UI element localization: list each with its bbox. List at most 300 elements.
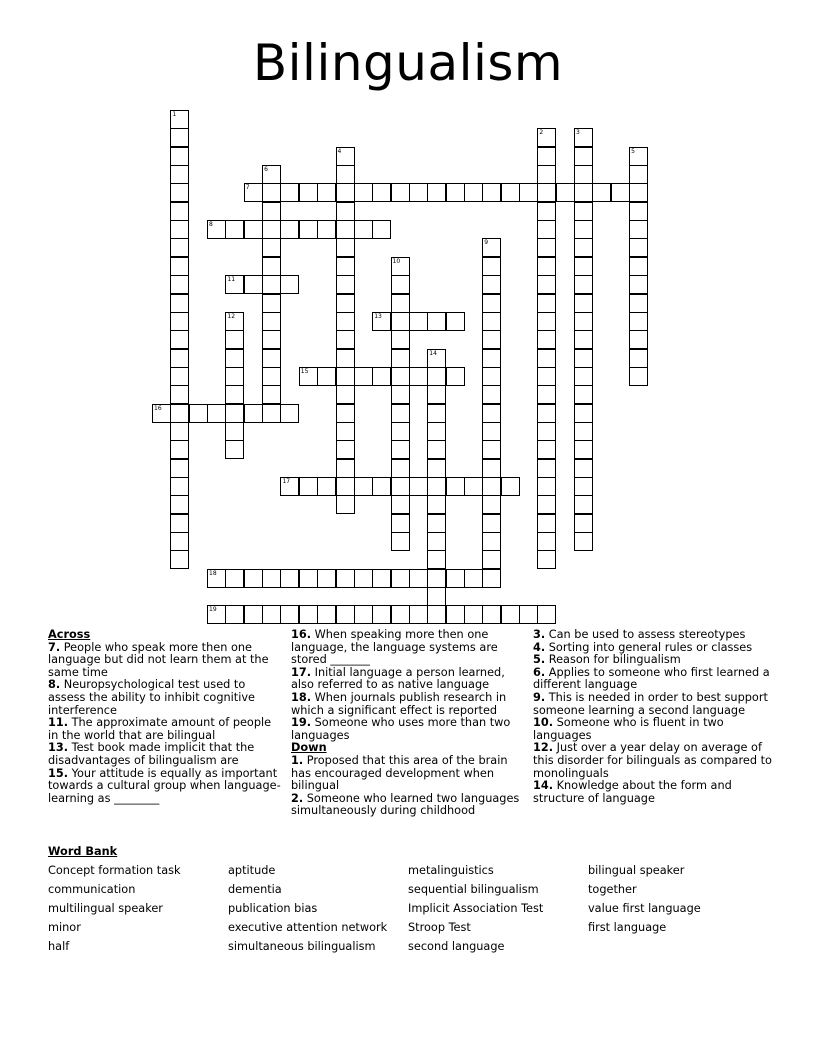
grid-cell[interactable] <box>391 367 410 386</box>
grid-cell[interactable] <box>244 605 263 624</box>
grid-cell[interactable] <box>629 202 648 221</box>
grid-cell[interactable] <box>482 367 501 386</box>
grid-cell[interactable] <box>225 275 244 294</box>
grid-cell[interactable] <box>464 605 483 624</box>
grid-cell[interactable] <box>427 367 446 386</box>
grid-cell[interactable] <box>537 147 556 166</box>
grid-cell[interactable] <box>336 294 355 313</box>
grid-clue-number: 2 <box>539 129 544 137</box>
down-clue: 2. Someone who learned two languages simultaneously during childhood <box>291 791 520 818</box>
grid-cell[interactable] <box>537 605 556 624</box>
grid-cell[interactable] <box>372 569 391 588</box>
grid-cell[interactable] <box>501 183 520 202</box>
grid-cell[interactable] <box>170 257 189 276</box>
grid-cell[interactable] <box>170 275 189 294</box>
grid-cell[interactable] <box>629 238 648 257</box>
grid-cell[interactable] <box>391 312 410 331</box>
grid-cell[interactable] <box>482 459 501 478</box>
grid-cell[interactable] <box>262 183 281 202</box>
grid-cell[interactable] <box>482 275 501 294</box>
word-bank-item: multilingual speaker <box>48 902 163 915</box>
grid-cell[interactable] <box>482 422 501 441</box>
grid-cell[interactable] <box>354 367 373 386</box>
grid-cell[interactable] <box>537 312 556 331</box>
grid-cell[interactable] <box>574 514 593 533</box>
grid-cell[interactable] <box>574 495 593 514</box>
grid-cell[interactable] <box>409 569 428 588</box>
grid-cell[interactable] <box>391 275 410 294</box>
grid-cell[interactable] <box>629 275 648 294</box>
word-bank-item: communication <box>48 883 136 896</box>
grid-cell[interactable] <box>170 532 189 551</box>
grid-cell[interactable] <box>170 128 189 147</box>
grid-cell[interactable] <box>391 459 410 478</box>
grid-cell[interactable] <box>299 220 318 239</box>
grid-cell[interactable] <box>280 183 299 202</box>
grid-cell[interactable] <box>336 477 355 496</box>
grid-cell[interactable] <box>170 330 189 349</box>
grid-cell[interactable] <box>170 404 189 423</box>
grid-cell[interactable] <box>574 257 593 276</box>
grid-cell[interactable] <box>280 220 299 239</box>
grid-cell[interactable] <box>336 459 355 478</box>
grid-cell[interactable] <box>170 440 189 459</box>
grid-cell[interactable] <box>519 605 538 624</box>
grid-cell[interactable] <box>464 183 483 202</box>
grid-cell[interactable] <box>391 514 410 533</box>
grid-cell[interactable] <box>537 367 556 386</box>
grid-cell[interactable] <box>299 367 318 386</box>
grid-cell[interactable] <box>354 605 373 624</box>
grid-cell[interactable] <box>152 404 171 423</box>
grid-cell[interactable] <box>427 459 446 478</box>
grid-cell[interactable] <box>427 385 446 404</box>
grid-cell[interactable] <box>391 532 410 551</box>
grid-cell[interactable] <box>482 330 501 349</box>
grid-cell[interactable] <box>537 404 556 423</box>
grid-cell[interactable] <box>262 569 281 588</box>
grid-cell[interactable] <box>336 257 355 276</box>
grid-cell[interactable] <box>537 550 556 569</box>
grid-cell[interactable] <box>207 569 226 588</box>
word-bank-heading: Word Bank <box>48 845 118 858</box>
grid-cell[interactable] <box>391 605 410 624</box>
grid-cell[interactable] <box>336 495 355 514</box>
grid-cell[interactable] <box>537 349 556 368</box>
grid-cell[interactable] <box>409 183 428 202</box>
word-bank-item: bilingual speaker <box>588 864 685 877</box>
down-heading: Down <box>291 741 327 755</box>
grid-cell[interactable] <box>262 312 281 331</box>
grid-cell[interactable] <box>170 202 189 221</box>
grid-cell[interactable] <box>629 147 648 166</box>
grid-cell[interactable] <box>391 440 410 459</box>
grid-cell[interactable] <box>629 312 648 331</box>
grid-cell[interactable] <box>482 569 501 588</box>
grid-cell[interactable] <box>446 605 465 624</box>
grid-cell[interactable] <box>299 605 318 624</box>
grid-cell[interactable] <box>629 330 648 349</box>
grid-cell[interactable] <box>317 367 336 386</box>
grid-cell[interactable] <box>501 605 520 624</box>
grid-cell[interactable] <box>207 605 226 624</box>
grid-cell[interactable] <box>629 165 648 184</box>
grid-cell[interactable] <box>537 220 556 239</box>
down-clue: 6. Applies to someone who first learned a different language <box>533 665 770 692</box>
grid-cell[interactable] <box>225 349 244 368</box>
grid-cell[interactable] <box>537 532 556 551</box>
grid-cell[interactable] <box>427 349 446 368</box>
grid-cell[interactable] <box>482 495 501 514</box>
grid-cell[interactable] <box>629 294 648 313</box>
grid-cell[interactable] <box>574 294 593 313</box>
grid-cell[interactable] <box>336 569 355 588</box>
grid-cell[interactable] <box>336 238 355 257</box>
grid-cell[interactable] <box>482 532 501 551</box>
grid-cell[interactable] <box>409 312 428 331</box>
grid-cell[interactable] <box>225 440 244 459</box>
grid-cell[interactable] <box>427 404 446 423</box>
grid-cell[interactable] <box>336 165 355 184</box>
grid-cell[interactable] <box>262 385 281 404</box>
grid-cell[interactable] <box>317 605 336 624</box>
grid-cell[interactable] <box>391 569 410 588</box>
grid-cell[interactable] <box>336 202 355 221</box>
grid-cell[interactable] <box>446 183 465 202</box>
grid-cell[interactable] <box>244 275 263 294</box>
grid-cell[interactable] <box>280 404 299 423</box>
grid-cell[interactable] <box>409 477 428 496</box>
grid-cell[interactable] <box>574 349 593 368</box>
puzzle-title: Bilingualism <box>252 34 564 92</box>
grid-cell[interactable] <box>244 220 263 239</box>
grid-cell[interactable] <box>537 238 556 257</box>
grid-cell[interactable] <box>262 349 281 368</box>
grid-cell[interactable] <box>372 312 391 331</box>
grid-cell[interactable] <box>427 532 446 551</box>
grid-cell[interactable] <box>391 404 410 423</box>
grid-clue-number: 14 <box>429 349 437 357</box>
grid-cell[interactable] <box>537 202 556 221</box>
grid-cell[interactable] <box>244 569 263 588</box>
grid-cell[interactable] <box>574 275 593 294</box>
grid-cell[interactable] <box>336 312 355 331</box>
grid-cell[interactable] <box>262 165 281 184</box>
grid-cell[interactable] <box>354 569 373 588</box>
grid-cell[interactable] <box>629 220 648 239</box>
grid-cell[interactable] <box>427 514 446 533</box>
grid-cell[interactable] <box>170 220 189 239</box>
grid-cell[interactable] <box>629 183 648 202</box>
grid-cell[interactable] <box>629 349 648 368</box>
grid-cell[interactable] <box>225 220 244 239</box>
word-bank-item: minor <box>48 921 81 934</box>
grid-cell[interactable] <box>574 459 593 478</box>
grid-cell[interactable] <box>225 605 244 624</box>
grid-cell[interactable] <box>225 385 244 404</box>
grid-cell[interactable] <box>537 440 556 459</box>
grid-cell[interactable] <box>354 477 373 496</box>
word-bank-item: Concept formation task <box>48 864 181 877</box>
grid-cell[interactable] <box>391 257 410 276</box>
grid-clue-number: 18 <box>209 569 217 577</box>
grid-cell[interactable] <box>170 147 189 166</box>
grid-cell[interactable] <box>317 183 336 202</box>
grid-cell[interactable] <box>574 404 593 423</box>
grid-cell[interactable] <box>446 367 465 386</box>
grid-cell[interactable] <box>427 550 446 569</box>
grid-cell[interactable] <box>170 312 189 331</box>
grid-cell[interactable] <box>336 605 355 624</box>
grid-cell[interactable] <box>391 294 410 313</box>
grid-cell[interactable] <box>537 128 556 147</box>
grid-cell[interactable] <box>317 477 336 496</box>
grid-cell[interactable] <box>262 257 281 276</box>
grid-cell[interactable] <box>262 220 281 239</box>
grid-cell[interactable] <box>629 257 648 276</box>
grid-cell[interactable] <box>574 367 593 386</box>
grid-cell[interactable] <box>170 349 189 368</box>
grid-cell[interactable] <box>262 202 281 221</box>
across-clue: 13. Test book made implicit that the disadvantages of bilingualism are <box>48 741 255 767</box>
grid-cell[interactable] <box>611 183 630 202</box>
grid-cell[interactable] <box>427 587 446 606</box>
grid-cell[interactable] <box>482 349 501 368</box>
grid-cell[interactable] <box>336 385 355 404</box>
grid-cell[interactable] <box>280 275 299 294</box>
grid-cell[interactable] <box>446 477 465 496</box>
grid-cell[interactable] <box>482 514 501 533</box>
word-bank-item: half <box>48 940 70 953</box>
across-heading: Across <box>48 628 91 641</box>
grid-cell[interactable] <box>317 569 336 588</box>
grid-cell[interactable] <box>336 367 355 386</box>
grid-cell[interactable] <box>427 422 446 441</box>
grid-cell[interactable] <box>391 183 410 202</box>
grid-cell[interactable] <box>170 238 189 257</box>
grid-cell[interactable] <box>225 330 244 349</box>
grid-cell[interactable] <box>189 404 208 423</box>
grid-cell[interactable] <box>391 349 410 368</box>
grid-cell[interactable] <box>170 550 189 569</box>
grid-clue-number: 3 <box>576 129 580 137</box>
grid-cell[interactable] <box>391 477 410 496</box>
grid-cell[interactable] <box>482 605 501 624</box>
grid-cell[interactable] <box>170 495 189 514</box>
grid-cell[interactable] <box>537 183 556 202</box>
grid-cell[interactable] <box>336 275 355 294</box>
grid-cell[interactable] <box>336 404 355 423</box>
grid-cell[interactable] <box>336 349 355 368</box>
grid-cell[interactable] <box>207 220 226 239</box>
grid-cell[interactable] <box>556 183 575 202</box>
across-clue: 17. Initial language a person learned, also referred to as native language <box>291 665 505 692</box>
grid-cell[interactable] <box>592 183 611 202</box>
word-bank-item: Stroop Test <box>408 921 471 934</box>
grid-cell[interactable] <box>336 147 355 166</box>
grid-cell[interactable] <box>519 183 538 202</box>
grid-cell[interactable] <box>482 183 501 202</box>
grid-cell[interactable] <box>225 404 244 423</box>
grid-cell[interactable] <box>280 477 299 496</box>
grid-cell[interactable] <box>574 330 593 349</box>
grid-cell[interactable] <box>262 238 281 257</box>
grid-cell[interactable] <box>170 385 189 404</box>
grid-cell[interactable] <box>262 294 281 313</box>
grid-cell[interactable] <box>537 257 556 276</box>
grid-clue-number: 6 <box>264 166 268 174</box>
grid-cell[interactable] <box>427 569 446 588</box>
grid-cell[interactable] <box>336 220 355 239</box>
grid-cell[interactable] <box>225 569 244 588</box>
grid-cell[interactable] <box>574 238 593 257</box>
grid-cell[interactable] <box>391 495 410 514</box>
grid-cell[interactable] <box>336 440 355 459</box>
grid-cell[interactable] <box>574 312 593 331</box>
grid-cell[interactable] <box>372 183 391 202</box>
grid-cell[interactable] <box>482 385 501 404</box>
grid-cell[interactable] <box>482 477 501 496</box>
grid-cell[interactable] <box>574 385 593 404</box>
grid-cell[interactable] <box>280 569 299 588</box>
grid-cell[interactable] <box>482 550 501 569</box>
grid-cell[interactable] <box>427 183 446 202</box>
grid-cell[interactable] <box>537 422 556 441</box>
grid-cell[interactable] <box>225 422 244 441</box>
grid-cell[interactable] <box>537 514 556 533</box>
across-clue: 15. Your attitude is equally as important towards a cultural group when language-learning as ________ <box>48 766 281 805</box>
grid-cell[interactable] <box>446 569 465 588</box>
grid-cell[interactable] <box>482 294 501 313</box>
grid-cell[interactable] <box>170 183 189 202</box>
word-bank-item: second language <box>408 940 505 953</box>
grid-cell[interactable] <box>574 147 593 166</box>
grid-cell[interactable] <box>501 477 520 496</box>
clue-column-2 <box>291 629 523 818</box>
grid-cell[interactable] <box>537 385 556 404</box>
grid-cell[interactable] <box>170 367 189 386</box>
grid-cell[interactable] <box>574 165 593 184</box>
grid-cell[interactable] <box>336 183 355 202</box>
down-clue: 10. Someone who is fluent in two languages <box>533 716 724 742</box>
grid-cell[interactable] <box>482 440 501 459</box>
grid-clue-number: 11 <box>227 276 236 284</box>
grid-cell[interactable] <box>482 312 501 331</box>
word-bank-item: metalinguistics <box>408 864 494 877</box>
grid-cell[interactable] <box>372 367 391 386</box>
grid-cell[interactable] <box>262 605 281 624</box>
grid-cell[interactable] <box>409 605 428 624</box>
grid-cell[interactable] <box>427 495 446 514</box>
grid-cell[interactable] <box>372 220 391 239</box>
grid-cell[interactable] <box>574 220 593 239</box>
grid-cell[interactable] <box>574 477 593 496</box>
grid-cell[interactable] <box>225 312 244 331</box>
grid-cell[interactable] <box>225 367 244 386</box>
down-clue: 12. Just over a year delay on average of this disorder for bilinguals as compared to monolinguals <box>533 741 772 780</box>
grid-cell[interactable] <box>280 605 299 624</box>
grid-cell[interactable] <box>391 422 410 441</box>
grid-cell[interactable] <box>574 183 593 202</box>
across-clue: 19. Someone who uses more than two languages <box>291 716 511 742</box>
word-bank-item: first language <box>588 921 667 934</box>
grid-clue-number: 19 <box>209 606 217 614</box>
grid-cell[interactable] <box>207 404 226 423</box>
grid-cell[interactable] <box>170 110 189 129</box>
grid-cell[interactable] <box>629 367 648 386</box>
word-bank-item: simultaneous bilingualism <box>228 940 376 953</box>
grid-cell[interactable] <box>482 257 501 276</box>
grid-cell[interactable] <box>574 128 593 147</box>
word-bank-item: Implicit Association Test <box>408 902 544 915</box>
word-bank <box>48 845 788 954</box>
grid-cell[interactable] <box>537 477 556 496</box>
grid-cell[interactable] <box>446 312 465 331</box>
grid-cell[interactable] <box>372 605 391 624</box>
grid-cell[interactable] <box>537 330 556 349</box>
grid-cell[interactable] <box>170 165 189 184</box>
grid-clue-number: 8 <box>209 221 213 229</box>
grid-cell[interactable] <box>354 183 373 202</box>
grid-cell[interactable] <box>336 422 355 441</box>
grid-cell[interactable] <box>409 367 428 386</box>
across-clue: 11. The approximate amount of people in the world that are bilingual <box>48 716 272 742</box>
grid-cell[interactable] <box>170 294 189 313</box>
grid-cell[interactable] <box>244 183 263 202</box>
grid-cell[interactable] <box>537 275 556 294</box>
grid-cell[interactable] <box>537 495 556 514</box>
grid-cell[interactable] <box>299 183 318 202</box>
grid-cell[interactable] <box>427 477 446 496</box>
grid-cell[interactable] <box>317 220 336 239</box>
grid-cell[interactable] <box>537 294 556 313</box>
grid-cell[interactable] <box>427 312 446 331</box>
word-bank-item: executive attention network <box>228 921 388 934</box>
grid-cell[interactable] <box>299 569 318 588</box>
grid-cell[interactable] <box>262 367 281 386</box>
grid-cell[interactable] <box>262 275 281 294</box>
grid-cell[interactable] <box>464 477 483 496</box>
grid-cell[interactable] <box>336 330 355 349</box>
word-bank-item: dementia <box>228 883 282 896</box>
grid-cell[interactable] <box>262 404 281 423</box>
grid-cell[interactable] <box>537 459 556 478</box>
down-clue: 1. Proposed that this area of the brain has encouraged development when bilingual <box>291 753 508 793</box>
grid-cell[interactable] <box>244 404 263 423</box>
grid-cell[interactable] <box>170 459 189 478</box>
grid-cell[interactable] <box>482 238 501 257</box>
word-bank-item: publication bias <box>228 902 318 915</box>
grid-cell[interactable] <box>354 220 373 239</box>
grid-cell[interactable] <box>170 514 189 533</box>
grid-cell[interactable] <box>574 422 593 441</box>
grid-cell[interactable] <box>482 404 501 423</box>
grid-cell[interactable] <box>574 202 593 221</box>
grid-cell[interactable] <box>391 330 410 349</box>
grid-cell[interactable] <box>262 330 281 349</box>
grid-cell[interactable] <box>464 569 483 588</box>
grid-cell[interactable] <box>170 477 189 496</box>
grid-cell[interactable] <box>170 422 189 441</box>
grid-cell[interactable] <box>427 605 446 624</box>
grid-cell[interactable] <box>574 440 593 459</box>
grid-cell[interactable] <box>537 165 556 184</box>
grid-cell[interactable] <box>372 477 391 496</box>
grid-cell[interactable] <box>299 477 318 496</box>
grid-cell[interactable] <box>391 385 410 404</box>
grid-cell[interactable] <box>427 440 446 459</box>
grid-cell[interactable] <box>574 532 593 551</box>
